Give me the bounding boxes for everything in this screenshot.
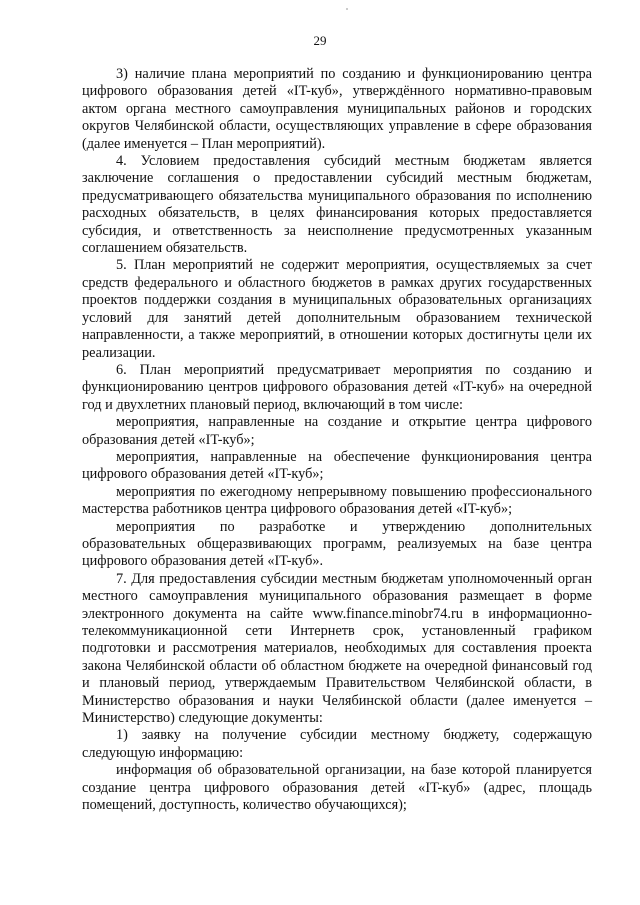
paragraph-section-7: 7. Для предоставления субсидии местным бюджетам уполномоченный орган местного самоуправления муниципального образования размещает в форме электронного документа на сайте www.finance.minobr74.ru в информационно-телекоммуникационной сети Интернетв срок, установленный графиком подготовки и рассмотрения материалов, необходимых для составления проекта закона Челябинской области об областном бюджете на очередной финансовый год и плановый период, утверждаемым Правительством Челябинской области, в Министерство образования и науки Челябинской области (далее именуется – Министерство) следующие документы: [82, 570, 592, 727]
paragraph-application: 1) заявку на получение субсидии местному бюджету, содержащую следующую информацию: [82, 727, 592, 761]
paragraph-measure-programs: мероприятия по разработке и утверждению дополнительных образовательных общеразвивающих программ, реализуемых на базе центра цифрового образования детей «IT-куб». [82, 518, 592, 570]
paragraph-item-3: 3) наличие плана мероприятий по созданию и функционированию центра цифрового образования детей «IT-куб», утверждённого нормативно-правовым актом органа местного самоуправления муниципальных районов и городских округов Челябинской области, осуществляющих управление в сфере образования (далее именуется – План мероприятий). [82, 66, 592, 152]
scan-speck [346, 8, 348, 10]
document-body [82, 66, 592, 814]
paragraph-measure-operation: мероприятия, направленные на обеспечение функционирования центра цифрового образования детей «IT-куб»; [82, 448, 592, 483]
paragraph-measure-training: мероприятия по ежегодному непрерывному повышению профессионального мастерства работников центра цифрового образования детей «IT-куб»; [82, 483, 592, 518]
page-number: 29 [313, 33, 327, 48]
paragraph-section-4: 4. Условием предоставления субсидий местным бюджетам является заключение соглашения о предоставлении субсидий местным бюджетам, предусматривающего обязательства муниципального образования по исполнению расходных обязательств, в целях финансирования которых предоставляется субсидия, и ответственность за неисполнение предусмотренных указанным соглашением обязательств. [82, 153, 592, 257]
paragraph-section-5: 5. План мероприятий не содержит мероприятия, осуществляемых за счет средств федерального и областного бюджетов в рамках других государственных проектов поддержки создания в муниципальных образовательных организациях условий для занятий детей дополнительным образованием технической направленности, а также мероприятий, в отношении которых достигнуты цели их реализации. [82, 257, 592, 361]
paragraph-measure-creation: мероприятия, направленные на создание и открытие центра цифрового образования детей «IT-куб»; [82, 414, 592, 448]
paragraph-section-6: 6. План мероприятий предусматривает мероприятия по созданию и функционированию центров цифрового образования детей «IT-куб» на очередной год и двухлетних плановый период, включающий в том числе: [82, 361, 592, 413]
paragraph-organization-info: информация об образовательной организации, на базе которой планируется создание центра цифрового образования детей «IT-куб» (адрес, площадь помещений, доступность, количество обучающихся); [82, 762, 592, 814]
